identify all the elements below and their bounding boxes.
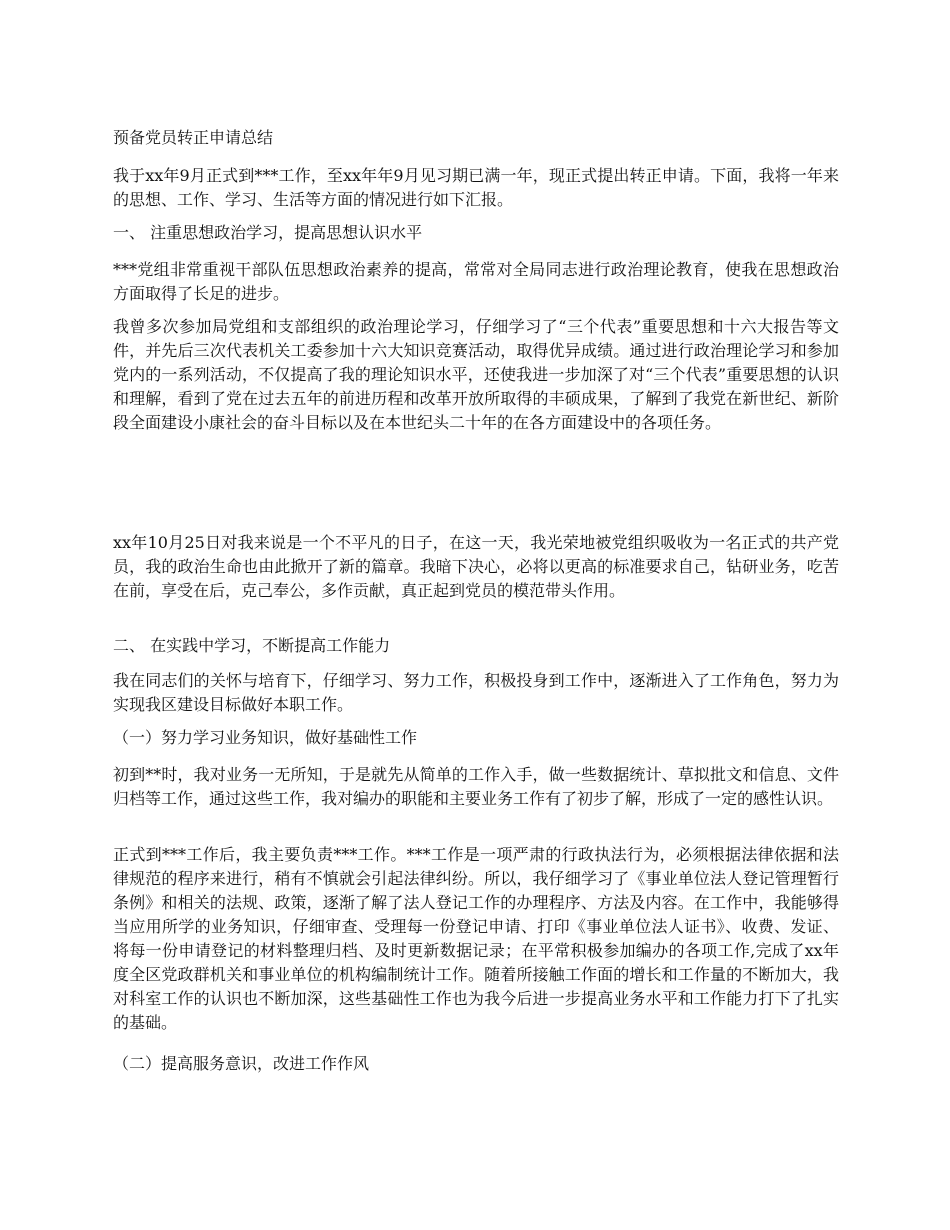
paragraph-work-role: 我在同志们的关怀与培育下，仔细学习、努力工作，积极投身到工作中，逐渐进入了工作角色，努力为实现我区建设目标做好本职工作。 xyxy=(113,671,839,714)
document-title: 预备党员转正申请总结 xyxy=(113,128,274,147)
paragraph-intro: 我于xx年9月正式到***工作，至xx年年9月见习期已满一年，现正式提出转正申请。下面，我将一年来的思想、工作、学习、生活等方面的情况进行如下汇报。 xyxy=(113,166,839,209)
section-heading-2: 二、 在实践中学习，不断提高工作能力 xyxy=(113,636,391,655)
paragraph-initial-work: 初到**时，我对业务一无所知，于是就先从简单的工作入手，做一些数据统计、草拟批文和信息、文件归档等工作，通过这些工作，我对编办的职能和主要业务工作有了初步了解，形成了一定的感性认识。 xyxy=(113,765,839,808)
paragraph-registration-work: 正式到***工作后，我主要负责***工作。***工作是一项严肃的行政执法行为，必须根据法律依据和法律规范的程序来进行，稍有不慎就会引起法律纠纷。所以，我仔细学习了《事业单位法人登记管理暂行条例》和相关的法规、政策，逐渐了解了法人登记工作的办理程序、方法及内容。在工作中，我能够得当应用所学的业务知识，仔细审查、受理每一份登记申请、打印《事业单位法人证书》、收费、发证、将每一份申请登记的材料整理归档、及时更新数据记录；在平常积极参加编办的各项工作,完成了xx年度全区党政群机关和事业单位的机构编制统计工作。随着所接触工作面的增长和工作量的不断加大，我对科室工作的认识也不断加深，这些基础性工作也为我今后进一步提高业务水平和工作能力打下了扎实的基础。 xyxy=(113,845,839,1032)
paragraph-theory-study: 我曾多次参加局党组和支部组织的政治理论学习，仔细学习了“三个代表”重要思想和十六大报告等文件，并先后三次代表机关工委参加十六大知识竞赛活动，取得优异成绩。通过进行政治理论学习和参加党内的一系列活动，不仅提高了我的理论知识水平，还使我进一步加深了对“三个代表”重要思想的认识和理解，看到了党在过去五年的前进历程和改革开放所取得的丰硕成果，了解到了我党在新世纪、新阶段全面建设小康社会的奋斗目标以及在本世纪头二十年的在各方面建设中的各项任务。 xyxy=(113,317,839,432)
paragraph-party-membership: xx年10月25日对我来说是一个不平凡的日子，在这一天，我光荣地被党组织吸收为一名正式的共产党员，我的政治生命也由此掀开了新的篇章。我暗下决心，必将以更高的标准要求自己，钻研业务，吃苦在前，享受在后，克己奉公，多作贡献，真正起到党员的模范带头作用。 xyxy=(113,533,839,600)
subsection-heading-1: （一）努力学习业务知识，做好基础性工作 xyxy=(113,728,418,747)
section-heading-1: 一、 注重思想政治学习，提高思想认识水平 xyxy=(113,223,423,242)
subsection-heading-2: （二）提高服务意识，改进工作作风 xyxy=(113,1054,370,1073)
paragraph-party-education: ***党组非常重视干部队伍思想政治素养的提高，常常对全局同志进行政治理论教育，使我在思想政治方面取得了长足的进步。 xyxy=(113,260,839,303)
